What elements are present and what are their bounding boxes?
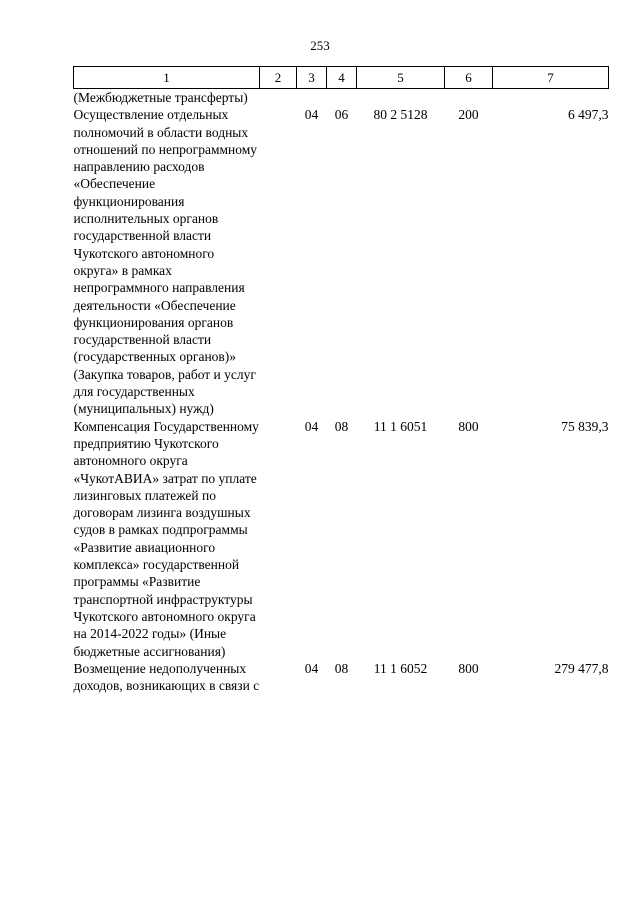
row-col2 (260, 89, 297, 107)
column-header-6: 6 (445, 67, 493, 89)
row-expense-type (445, 89, 493, 107)
row-name: Осуществление отдельных полномочий в области водных отношений по непрограммному направлению расходов «Обеспечение функционирования исполнительных органов государственной власти Чукотского автономного округа» в рамках непрограммного направления деятельности «Обеспечение функционирования органов государственной власти (государственных органов)» (Закупка товаров, работ и услуг для государственных (муниципальных) нужд) (73, 107, 258, 417)
row-section: 04 (304, 107, 319, 123)
row-section: 04 (304, 660, 319, 676)
column-header-1: 1 (74, 67, 260, 89)
row-amount: 6 497,3 (568, 107, 609, 123)
column-header-7: 7 (493, 67, 609, 89)
row-col2 (260, 660, 297, 695)
row-target-article (357, 89, 445, 107)
row-name: Возмещение недополученных доходов, возникающих в связи с (73, 660, 260, 694)
row-expense-type: 200 (458, 107, 479, 123)
row-amount: 75 839,3 (561, 418, 609, 434)
row-expense-type: 800 (458, 418, 479, 434)
table-row (74, 89, 609, 107)
column-header-2: 2 (260, 67, 297, 89)
row-name: (Межбюджетные трансферты) (73, 90, 248, 105)
row-expense-type: 800 (458, 660, 479, 676)
row-subsection (327, 89, 357, 107)
row-col2 (260, 418, 297, 660)
row-section: 04 (304, 418, 319, 434)
row-target-article: 80 2 5128 (373, 107, 428, 123)
row-target-article: 11 1 6052 (373, 660, 428, 676)
budget-table (73, 66, 609, 694)
row-subsection: 08 (334, 418, 349, 434)
table-row (74, 660, 609, 695)
row-col2 (260, 106, 297, 417)
row-target-article: 11 1 6051 (373, 418, 428, 434)
row-amount (493, 89, 609, 107)
row-name: Компенсация Государственному предприятию Чукотского автономного округа «ЧукотАВИА» затрат по уплате лизинговых платежей по договорам лизинга воздушных судов в рамках подпрограммы «Развитие авиационного комплекса» государственной программы «Развитие транспортной инфраструктуры Чукотского автономного округа на 2014-2022 годы» (Иные бюджетные ассигнования) (73, 418, 259, 659)
column-header-3: 3 (297, 67, 327, 89)
table-header-row (74, 67, 609, 89)
row-subsection: 08 (334, 660, 349, 676)
column-header-5: 5 (357, 67, 445, 89)
column-header-4: 4 (327, 67, 357, 89)
table-row (74, 418, 609, 660)
row-amount: 279 477,8 (554, 660, 609, 676)
page-number: 253 (310, 38, 330, 53)
row-section (297, 89, 327, 107)
row-subsection: 06 (334, 107, 349, 123)
table-row (74, 106, 609, 417)
